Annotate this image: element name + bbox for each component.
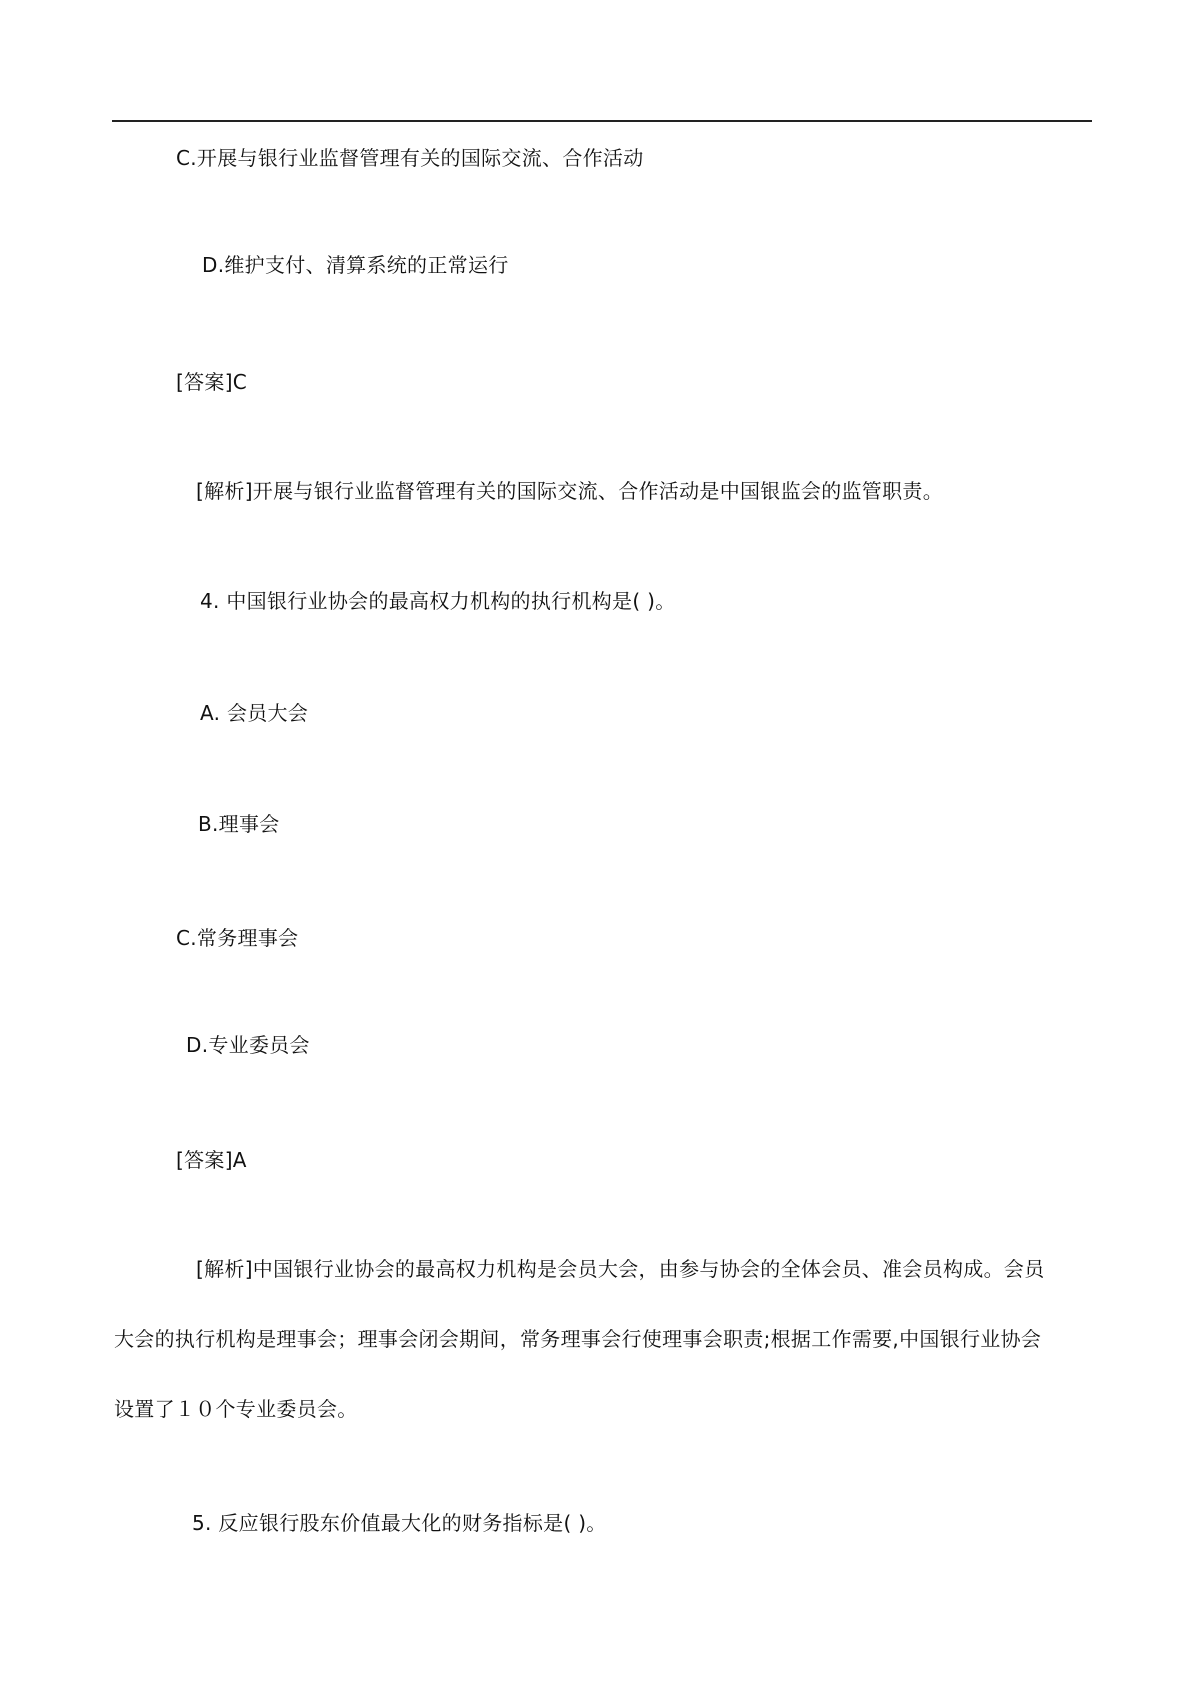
question-4-answer: [答案]A bbox=[176, 1148, 247, 1172]
option-c-previous-question: C.开展与银行业监督管理有关的国际交流、合作活动 bbox=[176, 146, 644, 170]
explanation-previous-question: [解析]开展与银行业监督管理有关的国际交流、合作活动是中国银监会的监管职责。 bbox=[196, 479, 944, 503]
header-rule bbox=[112, 120, 1092, 122]
question-4-option-b: B.理事会 bbox=[198, 812, 280, 836]
question-4-explanation-line-1: [解析]中国银行业协会的最高权力机构是会员大会，由参与协会的全体会员、准会员构成。会员 bbox=[196, 1257, 1045, 1281]
question-5: 5. 反应银行股东价值最大化的财务指标是( )。 bbox=[192, 1511, 607, 1535]
answer-previous-question: [答案]C bbox=[176, 370, 248, 394]
question-4: 4. 中国银行业协会的最高权力机构的执行机构是( )。 bbox=[200, 589, 676, 613]
question-4-explanation-line-3: 设置了１０个专业委员会。 bbox=[114, 1397, 358, 1421]
question-4-option-d: D.专业委员会 bbox=[186, 1033, 310, 1057]
question-4-explanation-line-2: 大会的执行机构是理事会；理事会闭会期间，常务理事会行使理事会职责;根据工作需要,中国银行业协会 bbox=[114, 1327, 1042, 1351]
question-4-option-c: C.常务理事会 bbox=[176, 926, 299, 950]
option-d-previous-question: D.维护支付、清算系统的正常运行 bbox=[202, 253, 509, 277]
question-4-option-a: A. 会员大会 bbox=[200, 701, 309, 725]
